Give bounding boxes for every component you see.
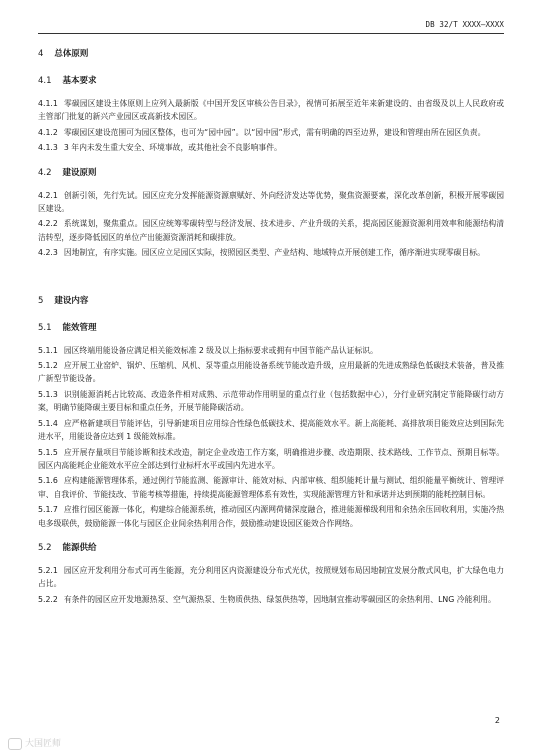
clause-5-1-4: 5.1.4 应严格新建项目节能评估，引导新建项目应用综合性绿色低碳技术、提高能效水平。新上高能耗、高排放项目能效应达到国际先进水平，用能设备应达到 1 级能效标准。	[38, 418, 504, 442]
clause-5-2-2: 5.2.2 有条件的园区应开发地源热泵、空气源热泵、生物质供热、绿氢供热等，因地制宜推动零碳园区的余热利用、LNG 冷能利用。	[38, 594, 496, 604]
section-5-1-heading: 5.1 能效管理	[38, 322, 97, 333]
clause-4-2-1: 4.2.1 创新引领，先行先试。园区应充分发挥能源资源禀赋好、外向经济发达等优势，聚焦资源要素，深化改革创新，积极开展零碳园区建设。	[38, 190, 504, 214]
clause-5-1-7: 5.1.7 应推行园区能源一体化，构建综合能源系统，推动园区内源网荷储深度融合，推进能源梯级利用和余热余压回收利用，实施冷热电多级联供，鼓励能源一体化与园区企业间余热利用合作，鼓励推动建设园区能效合作网络。	[38, 505, 504, 528]
header-divider	[38, 33, 504, 34]
watermark	[8, 736, 61, 750]
clause-4-2-3: 4.2.3 因地制宜，有序实施。园区应立足园区实际，按照园区类型、产业结构、地域特点开展创建工作，循序渐进实现零碳目标。	[38, 248, 485, 258]
clause-5-1-6: 5.1.6 应构建能源管理体系，通过例行节能监测、能源审计、能效对标、内部审核、组织能耗计量与测试、组织能量平衡统计、管理评审、自我评价、节能技改、节能考核等措施，持续提高能源管理体系有效性，实现能源管理方针和承诺并达到预期的能耗控制目标。	[38, 476, 504, 499]
page-number: 2	[494, 716, 500, 725]
header-doc-code: DB 32/T XXXX—XXXX	[425, 20, 504, 29]
clause-5-1-1: 5.1.1 园区终端用能设备应满足相关能效标准 2 级及以上指标要求或拥有中国节能产品认证标识。	[38, 345, 378, 355]
watermark-logo-icon	[8, 738, 22, 750]
clause-5-1-2: 5.1.2 应开展工业窑炉、锅炉、压缩机、风机、泵等重点用能设备系统节能改造升级，应用最新的先进成熟绿色低碳技术装备，普及推广新型节能设备。	[38, 361, 504, 384]
clause-4-1-2: 4.1.2 零碳园区建设范围可为园区整体，也可为“园中园”。以“园中园”形式，需有明确的四至边界，建设和管理由所在园区负责。	[38, 127, 486, 137]
clause-5-1-3: 5.1.3 识别能源消耗占比较高、改造条件相对成熟、示范带动作用明显的重点行业（包括数据中心），分行业研究制定节能降碳行动方案，明确节能降碳主要目标和重点任务，开展节能降碳活动。	[38, 389, 504, 413]
section-4-heading: 4 总体原则	[38, 49, 89, 59]
document-body	[38, 45, 504, 606]
clause-4-1-1: 4.1.1 零碳园区建设主体原则上应列入最新版《中国开发区审核公告目录》，视情可拓展至近年来新建设的、由省级及以上人民政府或主管部门批复的新兴产业园区或高新技术园区。	[38, 99, 504, 122]
section-4-1-heading: 4.1 基本要求	[38, 76, 97, 86]
clause-5-1-5: 5.1.5 应开展存量项目节能诊断和技术改造，制定企业改造工作方案，明确推进步骤、改造期限、技术路线、工作节点、预期目标等。园区内高能耗企业能效水平应全部达到行业标杆水平或国内先进水平。	[38, 447, 504, 470]
clause-4-1-3: 4.1.3 3 年内未发生重大安全、环境事故，或其他社会不良影响事件。	[38, 143, 282, 153]
section-4-2-heading: 4.2 建设原则	[38, 167, 97, 178]
section-5-heading: 5 建设内容	[38, 295, 89, 306]
clause-5-2-1: 5.2.1 园区应开发利用分布式可再生能源，充分利用区内资源建设分布式光伏，按照规划布局因地制宜发展分散式风电，扩大绿色电力占比。	[38, 565, 504, 589]
section-5-2-heading: 5.2 能源供给	[38, 542, 97, 553]
watermark-text: 大国匠师	[25, 739, 62, 749]
clause-4-2-2: 4.2.2 系统谋划，聚焦重点。园区应统筹零碳转型与经济发展、技术进步、产业升级的关系，提高园区能源资源利用效率和能源结构清洁转型，逐步降低园区的单位产出能源资源消耗和碳排放。	[38, 219, 504, 242]
